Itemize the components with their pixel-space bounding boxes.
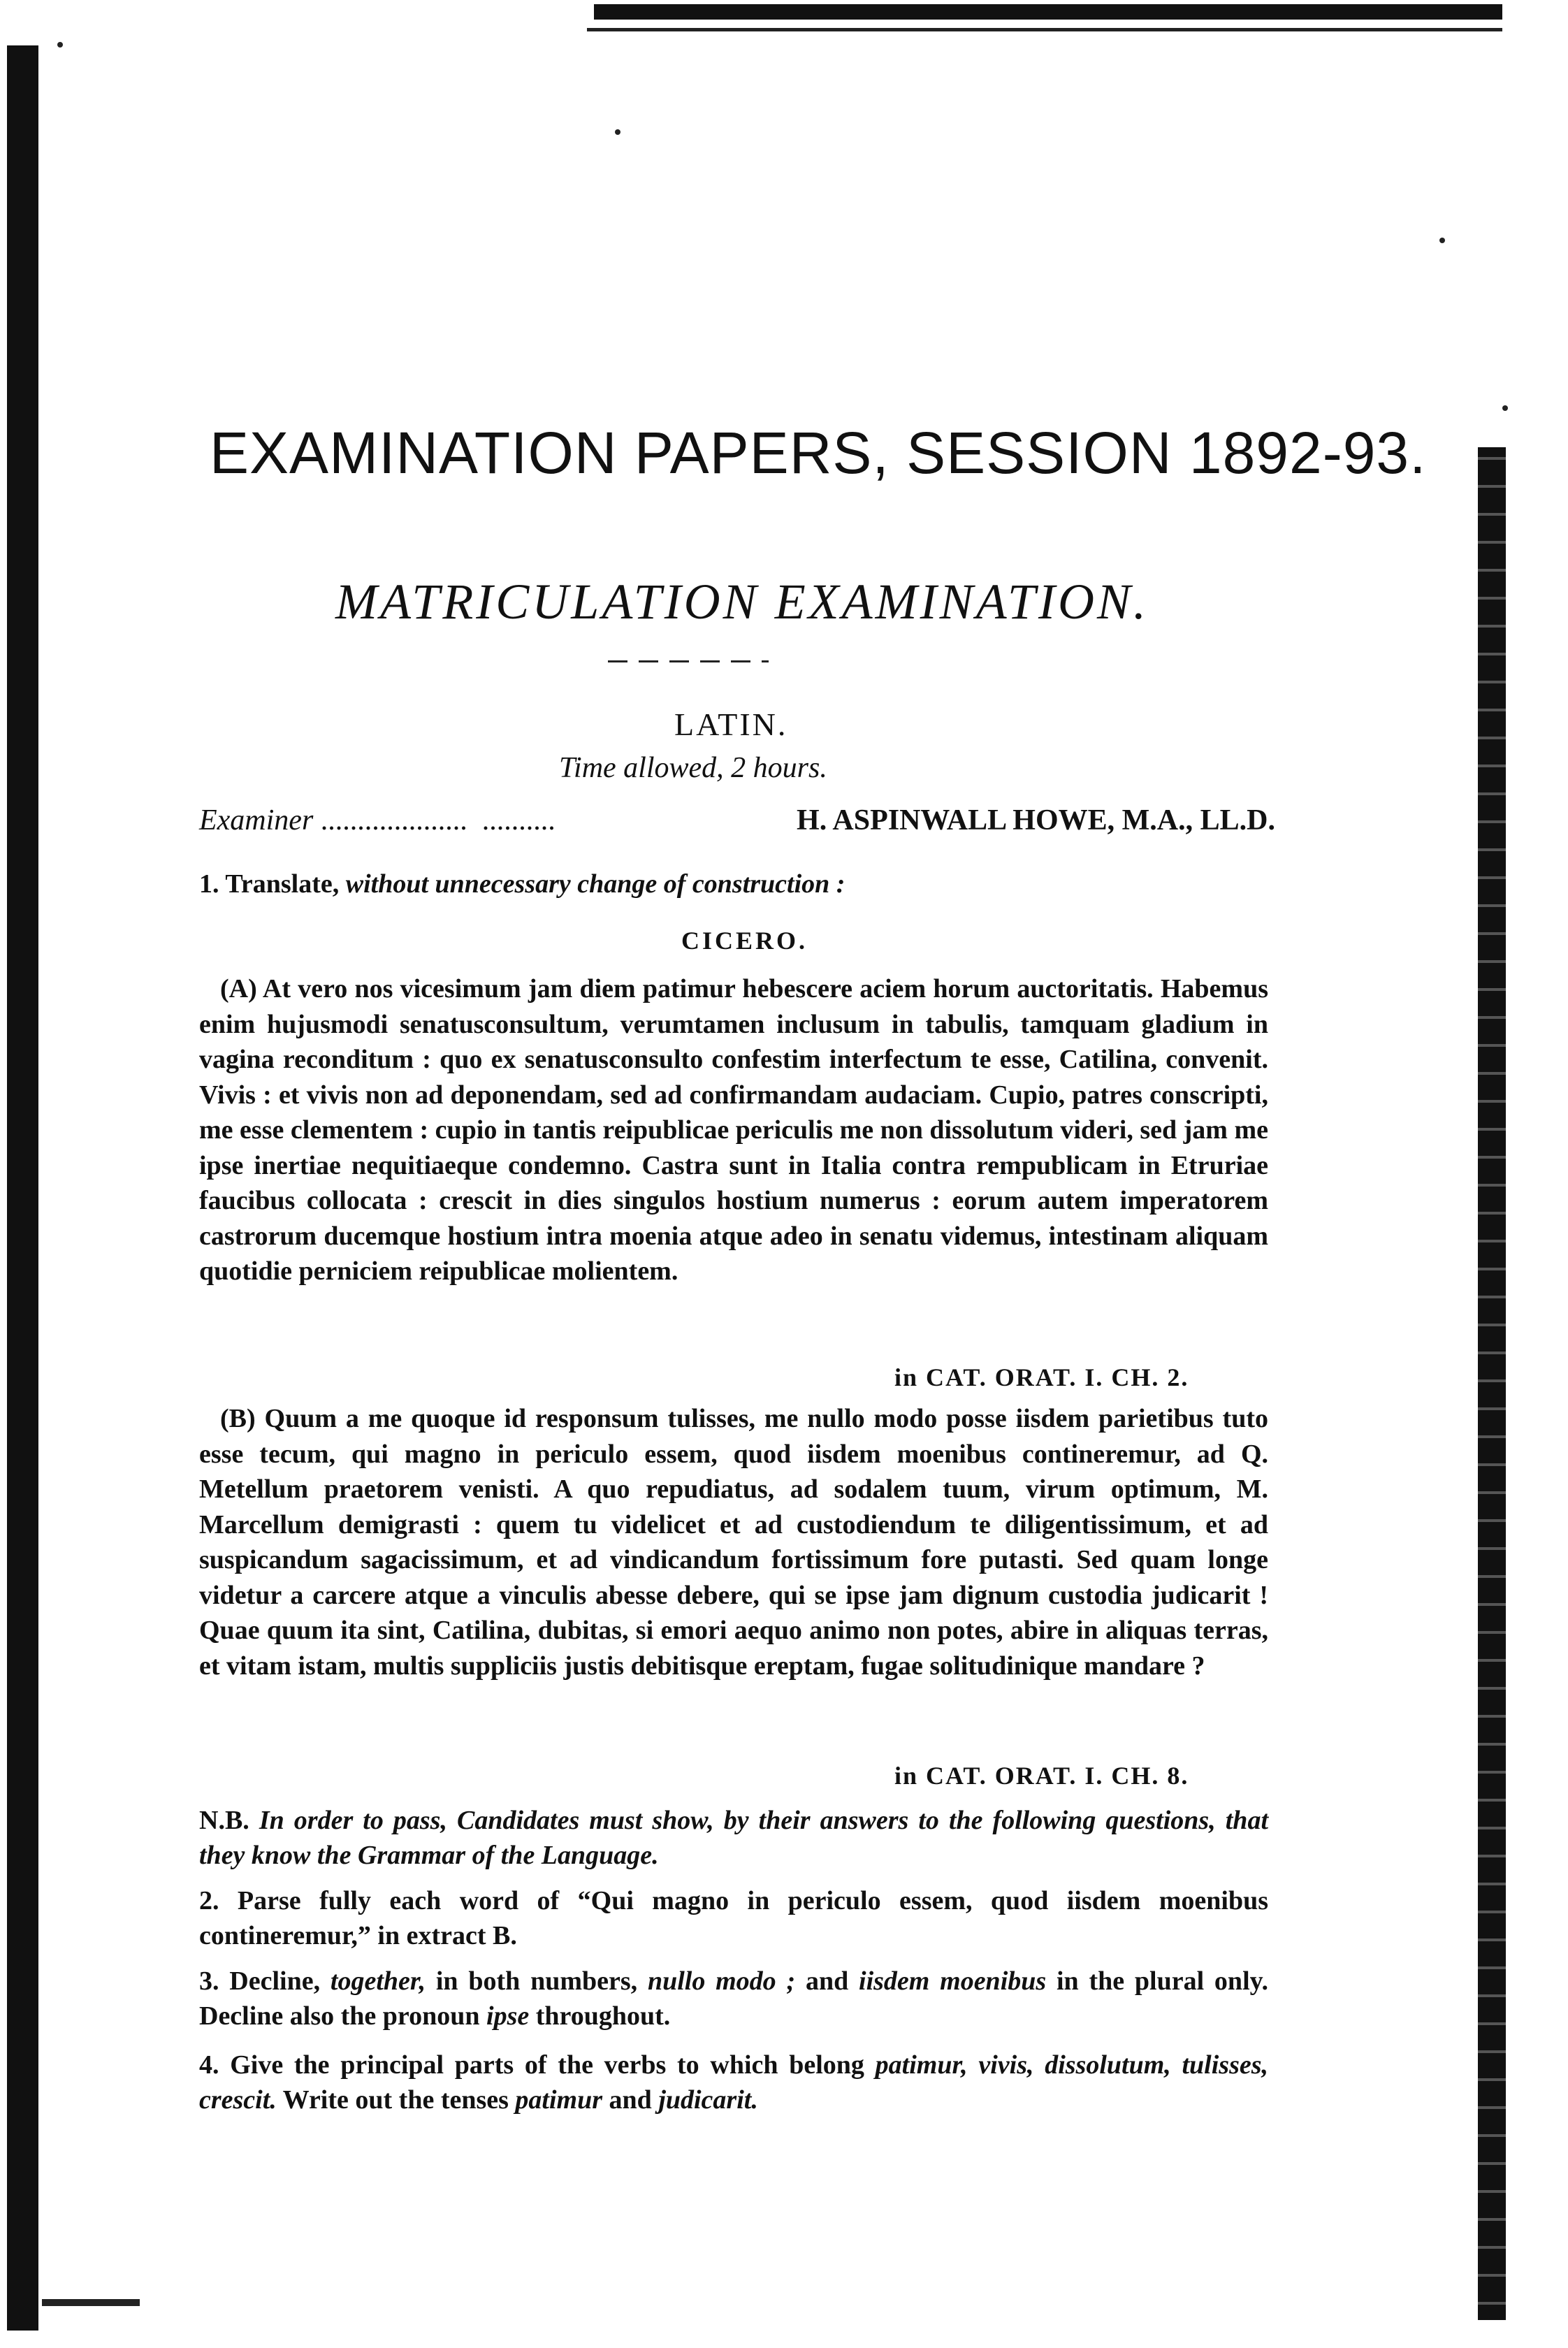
scan-speck	[1502, 405, 1508, 411]
question-3-text: 3. Decline,	[199, 1966, 321, 1996]
question-1-number: 1.	[199, 869, 219, 899]
question-3-text: throughout.	[535, 2001, 671, 2031]
question-1	[199, 867, 1268, 901]
question-4-italic: patimur, vivis, dissolutum, tulisses, crescit.	[199, 2050, 1269, 2115]
question-1-lead: Translate,	[225, 869, 340, 899]
scan-speck	[1439, 238, 1445, 243]
examiner-label: Examiner	[199, 804, 314, 836]
passage-b: (B) Quum a me quoque id responsum tulisses, me nullo modo posse iisdem parietibus tuto esse tecum, qui magno in periculo essem, quod iisdem moenibus contineremur, ad Q. Metellum praetorem venisti. A quo repudiatus, ad sodalem tuum, virum optimum, M. Marcellum demigrasti : quem tu videlicet et ad custodiendum te diligentissimum, et ad suspicandum sagacissimum, et ad vindicandum fortissimum fore putasti. Sed quam longe videtur a carcere atque a vinculis abesse debere, qui se ipse jam dignum custodia judicarit ! Quae quum ita sint, Catilina, dubitas, si emori aequo animo non potes, abire in aliquas terras, et vitam istam, multis suppliciis justis debitisque ereptam, fugae solitudinique mandare ?	[199, 1404, 1268, 1681]
question-2: 2. Parse fully each word of “Qui magno in periculo essem, quod iisdem moenibus contineremur,” in extract B.	[199, 1886, 1268, 1950]
question-3-text: in the plural only. Decline also the pronoun	[199, 1966, 1269, 2031]
passage-a: (A) At vero nos vicesimum jam diem patimur hebescere aciem horum auctoritatis. Habemus enim hujusmodi senatusconsultum, verumtamen inclusum in tabulis, tamquam gladium in vagina reconditum : quo ex senatusconsulto confestim interfectum te esse, Catilina, convenit. Vivis : et vivis non ad deponendam, sed ad confirmandam audaciam. Cupio, patres conscripti, me esse clementem : cupio in tantis reipublicae periculis me non dissolutum videri, sed jam me ipse inertiae nequitiaeque condemno. Castra sunt in Italia contra rempublicam in Etruriae faucibus collocata : crescit in dies singulos hostium numerus : eorum autem imperatorem castrorum ducemque hostium intra moenia atque adeo in senatu videmus, intestinam aliquam quotidie perniciem reipublicae molientem.	[199, 974, 1268, 1286]
question-4-italic: patimur	[515, 2085, 603, 2115]
question-4-text: and	[609, 2085, 652, 2115]
scan-speck	[57, 42, 63, 48]
question-3-italic: nullo modo ;	[647, 1966, 796, 1996]
question-3-italic: together,	[330, 1966, 426, 1996]
question-4-text: 4. Give the principal parts of the verbs to which belong	[199, 2050, 864, 2080]
question-1-instruction: without unnecessary change of construction :	[345, 869, 845, 899]
time-allowed: Time allowed, 2 hours.	[559, 752, 827, 784]
question-4-italic: judicarit.	[658, 2085, 758, 2115]
examiner-name: H. ASPINWALL HOWE, M.A., LL.D.	[797, 804, 1275, 836]
question-3-italic: ipse	[486, 2001, 530, 2031]
author-heading: CICERO.	[681, 927, 808, 955]
question-3-text: in both numbers,	[435, 1966, 638, 1996]
question-3-italic: iisdem moenibus	[859, 1966, 1047, 1996]
page-header: EXAMINATION PAPERS, SESSION 1892-93.	[210, 420, 1427, 486]
exam-title: MATRICULATION EXAMINATION.	[335, 574, 1149, 630]
divider	[608, 660, 769, 662]
nota-bene-text: In order to pass, Candidates must show, by their answers to the following questions, that they know the Grammar of the Language.	[199, 1806, 1269, 1870]
nota-bene-tag: N.B.	[199, 1806, 249, 1835]
examiner-line	[199, 804, 1275, 837]
reference-a: in CAT. ORAT. I. CH. 2.	[894, 1363, 1189, 1391]
scan-bottom-mark	[42, 2299, 140, 2306]
scan-left-edge	[7, 45, 38, 2331]
subject-heading: LATIN.	[674, 706, 788, 742]
question-3	[199, 1964, 1268, 2034]
reference-b: in CAT. ORAT. I. CH. 8.	[894, 1762, 1189, 1790]
scan-top-rule	[594, 4, 1502, 20]
scan-speck	[615, 129, 620, 135]
scan-top-thin-rule	[587, 28, 1502, 31]
question-4-text: Write out the tenses	[282, 2085, 509, 2115]
question-4	[199, 2048, 1268, 2117]
question-3-text: and	[805, 1966, 849, 1996]
scan-right-edge	[1478, 447, 1506, 2320]
nota-bene	[199, 1803, 1268, 1873]
leader-dots: .................... ..........	[313, 804, 556, 836]
